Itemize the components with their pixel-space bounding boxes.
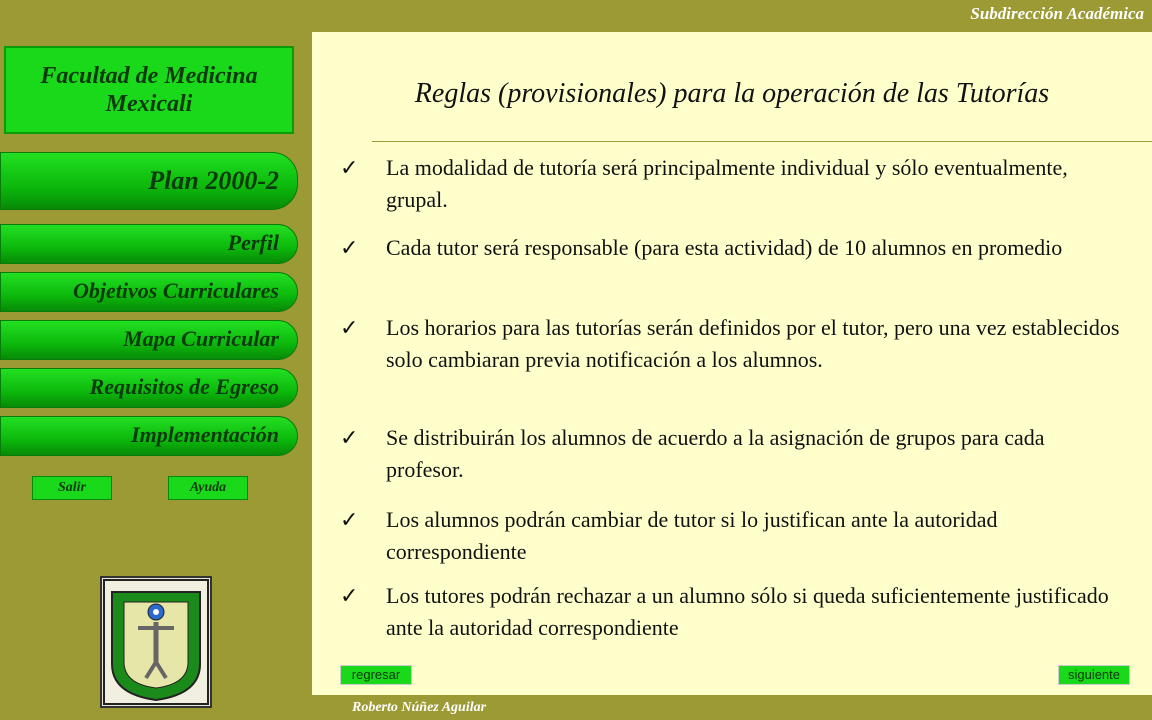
exit-button[interactable]: Salir xyxy=(32,476,112,500)
crest-icon xyxy=(102,578,210,706)
page-title: Reglas (provisionales) para la operación de las Tutorías xyxy=(414,78,1050,109)
nav-objetivos-curriculares[interactable]: Objetivos Curriculares xyxy=(0,272,298,312)
school-logo xyxy=(100,576,212,708)
checkmark-icon: ✓ xyxy=(340,425,359,450)
title-divider xyxy=(372,141,1152,142)
nav-mapa-curricular[interactable]: Mapa Curricular xyxy=(0,320,298,360)
checkmark-icon: ✓ xyxy=(340,235,359,260)
list-item-text: Los tutores podrán rechazar a un alumno sólo si queda suficientemente justificado ante la autoridad correspondiente xyxy=(386,583,1109,640)
checkmark-icon: ✓ xyxy=(340,155,359,180)
nav-perfil[interactable]: Perfil xyxy=(0,224,298,264)
nav-requisitos-egreso[interactable]: Requisitos de Egreso xyxy=(0,368,298,408)
help-button[interactable]: Ayuda xyxy=(168,476,248,500)
list-item-text: Se distribuirán los alumnos de acuerdo a la asignación de grupos para cada profesor. xyxy=(386,425,1045,482)
checkmark-icon: ✓ xyxy=(340,583,359,608)
checkmark-icon: ✓ xyxy=(340,507,359,532)
back-button[interactable]: regresar xyxy=(340,665,412,685)
list-item-text: Los alumnos podrán cambiar de tutor si lo justifican ante la autoridad correspondiente xyxy=(386,507,998,564)
top-bar-left xyxy=(0,0,312,32)
nav-implementacion[interactable]: Implementación xyxy=(0,416,298,456)
list-item-text: Los horarios para las tutorías serán definidos por el tutor, pero una vez establecidos solo cambiaran previa notificación a los alumnos. xyxy=(386,315,1120,372)
department-title: Subdirección Académica xyxy=(970,4,1144,23)
plan-button[interactable]: Plan 2000-2 xyxy=(0,152,298,210)
checkmark-icon: ✓ xyxy=(340,315,359,340)
list-item-text: La modalidad de tutoría será principalmente individual y sólo eventualmente, grupal. xyxy=(386,155,1068,212)
school-title: Facultad de Medicina Mexicali xyxy=(4,46,294,134)
next-button[interactable]: siguiente xyxy=(1058,665,1130,685)
author-credit: Roberto Núñez Aguilar xyxy=(352,700,487,715)
list-item-text: Cada tutor será responsable (para esta actividad) de 10 alumnos en promedio xyxy=(386,235,1063,260)
